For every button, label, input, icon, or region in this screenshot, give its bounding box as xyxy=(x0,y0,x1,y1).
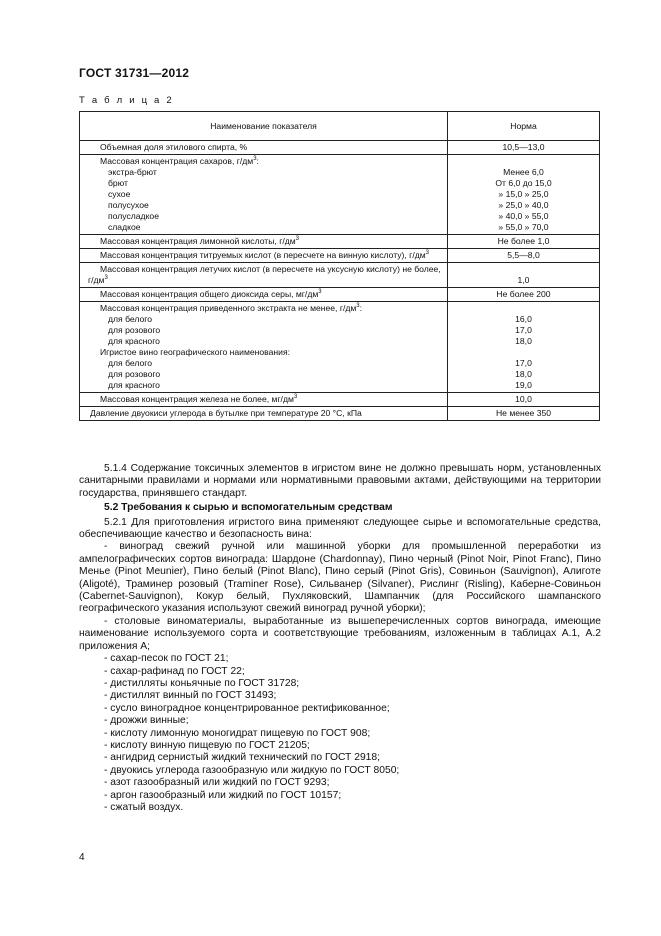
list-item: - дистиллят винный по ГОСТ 31493; xyxy=(104,690,277,702)
row-label: Массовая концентрация лимонной кислоты, $г/дм^3$ xyxy=(100,236,299,246)
table-caption: Т а б л и ц а 2 xyxy=(79,95,174,106)
list-item: брют xyxy=(108,178,128,188)
body-text xyxy=(79,463,601,814)
table-row xyxy=(80,302,600,393)
row-value: 5,5—8,0 xyxy=(448,249,600,263)
section-title: 5.2 Требования к сырью и вспомогательным средствам xyxy=(104,502,393,514)
list-item: сухое xyxy=(108,189,131,199)
list-item: - сусло виноградное концентрированное ректификованное; xyxy=(104,702,390,714)
list-item: - аргон газообразный или жидкий по ГОСТ 10157; xyxy=(104,789,342,801)
list-item: - азот газообразный или жидкий по ГОСТ 9293; xyxy=(104,777,330,789)
requirements-table xyxy=(79,111,600,421)
list-item: - дрожжи винные; xyxy=(104,715,189,727)
row-value: 18,0 xyxy=(515,336,532,346)
table-row xyxy=(80,235,600,249)
paragraph-wine-materials: - столовые виноматериалы, выработанные из вышеперечисленных сортов винограда, имеющие наименование используемого сорта и соответствующие требованиям, изложенным в таблицах А.1, А.2 приложения А; xyxy=(79,615,601,652)
row-value: 10,0 xyxy=(448,393,600,407)
table-header-row xyxy=(80,112,600,141)
list-item: - сжатый воздух. xyxy=(104,801,184,813)
list-item: для розового xyxy=(108,369,161,379)
row-value: От 6,0 до 15,0 xyxy=(495,178,552,188)
row-value: » 25,0 » 40,0 xyxy=(498,200,549,210)
list-item: - дистилляты коньячные по ГОСТ 31728; xyxy=(104,677,300,689)
list-item: для белого xyxy=(108,358,153,368)
row-label: Массовая концентрация сахаров, $г/дм^3$: xyxy=(100,156,259,166)
paragraph-5-1-4: 5.1.4 Содержание токсичных элементов в игристом вине не должно превышать норм, установленных санитарными правилами и нормами или нормативными правовыми актами, действующими на территории государства, принявшего стандарт. xyxy=(79,463,601,499)
row-value: 17,0 xyxy=(515,358,532,368)
row-label: Массовая концентрация железа не более, $мг/дм^3$ xyxy=(100,394,298,404)
row-value: 10,5—13,0 xyxy=(448,141,600,155)
row-value: » 40,0 » 55,0 xyxy=(498,211,549,221)
table-row xyxy=(80,263,600,288)
table-row xyxy=(80,407,600,421)
row-value: 1,0 xyxy=(448,263,600,288)
list-item: полусухое xyxy=(108,200,149,210)
row-label: Массовая концентрация титруемых кислот (в пересчете на винную кислоту), $г/дм^3$ xyxy=(100,250,429,260)
list-item: - кислоту лимонную моногидрат пищевую по ГОСТ 908; xyxy=(104,727,371,739)
row-value: 18,0 xyxy=(515,369,532,379)
column-header-norm: Норма xyxy=(448,112,600,141)
list-item: - кислоту винную пищевую по ГОСТ 21205; xyxy=(104,739,310,751)
row-value: » 55,0 » 70,0 xyxy=(498,222,549,232)
table-row xyxy=(80,141,600,155)
list-item: - двуокись углерода газообразную или жидкую по ГОСТ 8050; xyxy=(104,764,400,776)
document-code-header: ГОСТ 31731—2012 xyxy=(79,66,190,80)
column-header-indicator: Наименование показателя xyxy=(80,112,448,141)
paragraph-grapes: - виноград свежий ручной или машинной уборки для промышленной переработки из ампелографических сортов винограда: Шардоне (Chardonnay), Пино черный (Pinot Noir, Pinot Franc), Пино Менье (Pinot Meunier), Пино белый (Pinot Blanc), Пино серый (Pinot Gris), Совиньон (Sauvignon), Алиготе (Aligoté), Траминер розовый (Traminer Rose), Сильванер (Silvaner), Рислинг (Risling), Каберне-Совиньон (Cabernet-Sauvignon), Кокур белый, Пухляковский, Шампанчик (для Российского шампанского географического указания используют свежий виноград ручной уборки); xyxy=(79,541,601,615)
table-row xyxy=(80,393,600,407)
table-row xyxy=(80,249,600,263)
list-item: экстра-брют xyxy=(108,167,157,177)
row-label: Объемная доля этилового спирта, % xyxy=(100,142,248,152)
row-value: Не более 1,0 xyxy=(448,235,600,249)
row-label: Массовая концентрация летучих кислот (в пересчете на уксусную кислоту) не более, $г/дм^3$ xyxy=(88,264,441,285)
row-value: Не более 200 xyxy=(448,288,600,302)
list-item: для красного xyxy=(108,336,160,346)
list-item: для красного xyxy=(108,380,160,390)
row-label: Давление двуокиси углерода в бутылке при температуре 20 °С, кПа xyxy=(90,408,362,418)
row-value: Менее 6,0 xyxy=(503,167,544,177)
row-value: 16,0 xyxy=(515,314,532,324)
row-label: Массовая концентрация общего диоксида серы, $мг/дм^3$ xyxy=(100,289,322,299)
list-item: полусладкое xyxy=(108,211,159,221)
paragraph-5-2-1: 5.2.1 Для приготовления игристого вина применяют следующее сырье и вспомогательные средства, обеспечивающие качество и безопасность вина: xyxy=(79,516,601,541)
list-item: - ангидрид сернистый жидкий технический по ГОСТ 2918; xyxy=(104,752,380,764)
list-item: - сахар-песок по ГОСТ 21; xyxy=(104,653,229,665)
page-number: 4 xyxy=(79,852,85,863)
row-label: Игристое вино географического наименования: xyxy=(100,347,290,357)
table-row xyxy=(80,288,600,302)
row-label: Массовая концентрация приведенного экстракта не менее, $г/дм^3$: xyxy=(100,303,363,313)
row-value: 17,0 xyxy=(515,325,532,335)
list-item: сладкое xyxy=(108,222,141,232)
list-item: - сахар-рафинад по ГОСТ 22; xyxy=(104,665,245,677)
row-value: 19,0 xyxy=(515,380,532,390)
row-value: » 15,0 » 25,0 xyxy=(498,189,549,199)
list-item: для розового xyxy=(108,325,161,335)
list-item: для белого xyxy=(108,314,153,324)
table-row xyxy=(80,155,600,235)
row-value: Не менее 350 xyxy=(448,407,600,421)
